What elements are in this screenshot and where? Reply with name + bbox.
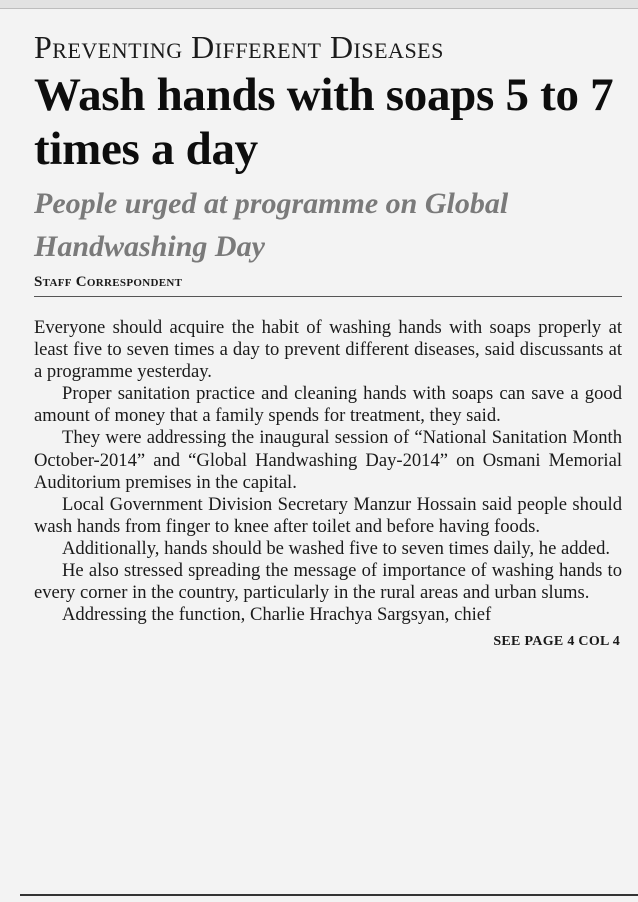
article-subheadline: People urged at programme on Global Handwashing Day: [34, 187, 509, 263]
body-paragraph: Addressing the function, Charlie Hrachya Sargsyan, chief: [62, 604, 492, 626]
body-paragraph: They were addressing the inaugural session of “National Sanitation Month October-2014” and “Global Handwashing Day-2014” on Osmani Memorial Auditorium premises in the capital.: [34, 427, 622, 493]
article-kicker: Preventing Different Diseases: [34, 29, 444, 65]
top-edge-rule: [0, 0, 638, 9]
article-byline: Staff Correspondent: [34, 274, 183, 290]
body-paragraph: Everyone should acquire the habit of washing hands with soaps properly at least five to seven times a day to prevent different diseases, said discussants at a programme yesterday.: [34, 317, 622, 383]
news-article: [34, 28, 622, 650]
byline-divider: [34, 296, 622, 297]
bottom-edge-rule: [20, 894, 638, 896]
article-headline: Wash hands with soaps 5 to 7 times a day: [34, 69, 614, 175]
body-paragraph: Proper sanitation practice and cleaning hands with soaps can save a good amount of money that a family spends for treatment, they said.: [34, 383, 622, 427]
body-paragraph: Additionally, hands should be washed five to seven times daily, he added.: [62, 537, 611, 559]
body-paragraph: He also stressed spreading the message of importance of washing hands to every corner in the country, particularly in the rural areas and urban slums.: [34, 560, 622, 604]
body-paragraph: Local Government Division Secretary Manzur Hossain said people should wash hands from finger to knee after toilet and before having foods.: [34, 493, 622, 537]
article-body: [34, 317, 622, 626]
continued-reference: SEE PAGE 4 COL 4: [493, 634, 620, 650]
